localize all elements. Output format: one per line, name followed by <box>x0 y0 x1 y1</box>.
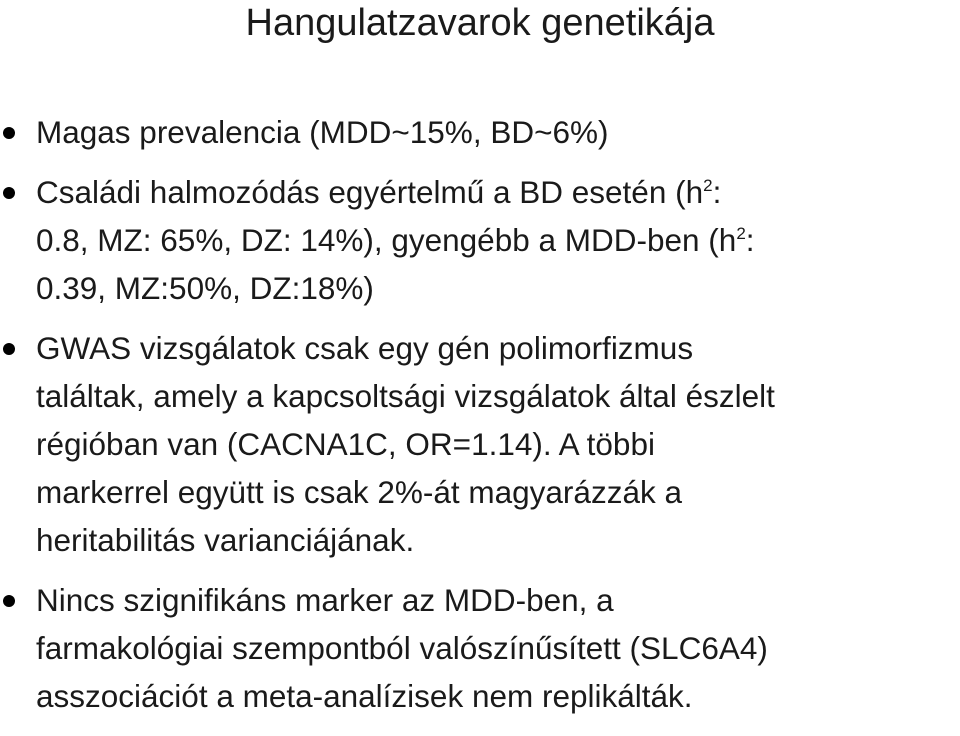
bullet-dot-icon <box>3 595 15 607</box>
superscript: 2 <box>736 224 746 243</box>
bullet-dot-icon <box>3 343 15 355</box>
bullet-line <box>36 168 950 216</box>
bullet-line: heritabilitás varianciájának. <box>36 522 415 558</box>
bullet-mdd-marker <box>0 576 960 720</box>
superscript: 2 <box>703 176 713 195</box>
bullet-gwas <box>0 324 960 564</box>
bullet-familial-aggregation <box>0 168 960 312</box>
bullet-text: Családi halmozódás egyértelmű a BD esetén (h <box>36 174 704 210</box>
bullet-text: 0.8, MZ: 65%, DZ: 14%), gyengébb a MDD-ben (h <box>36 222 737 258</box>
bullet-prevalence <box>0 108 960 156</box>
bullet-line: találtak, amely a kapcsoltsági vizsgálatok által észlelt <box>36 378 775 414</box>
bullet-line <box>36 216 950 264</box>
bullet-line: asszociációt a meta-analízisek nem replikálták. <box>36 678 693 714</box>
bullet-dot-icon <box>3 127 15 139</box>
bullet-line: farmakológiai szempontból valószínűsített (SLC6A4) <box>36 630 768 666</box>
bullet-line: Nincs szignifikáns marker az MDD-ben, a <box>36 582 614 618</box>
bullet-line: Magas prevalencia (MDD~15%, BD~6%) <box>36 114 609 150</box>
bullet-line: GWAS vizsgálatok csak egy gén polimorfizmus <box>36 330 694 366</box>
bullet-line: 0.39, MZ:50%, DZ:18%) <box>36 270 374 306</box>
bullet-dot-icon <box>3 187 15 199</box>
bullet-list <box>0 108 960 720</box>
slide-title: Hangulatzavarok genetikája <box>245 2 715 44</box>
bullet-text: : <box>745 222 755 258</box>
bullet-line: markerrel együtt is csak 2%-át magyarázzák a <box>36 474 682 510</box>
bullet-line: régióban van (CACNA1C, OR=1.14). A többi <box>36 426 655 462</box>
bullet-text: : <box>712 174 722 210</box>
